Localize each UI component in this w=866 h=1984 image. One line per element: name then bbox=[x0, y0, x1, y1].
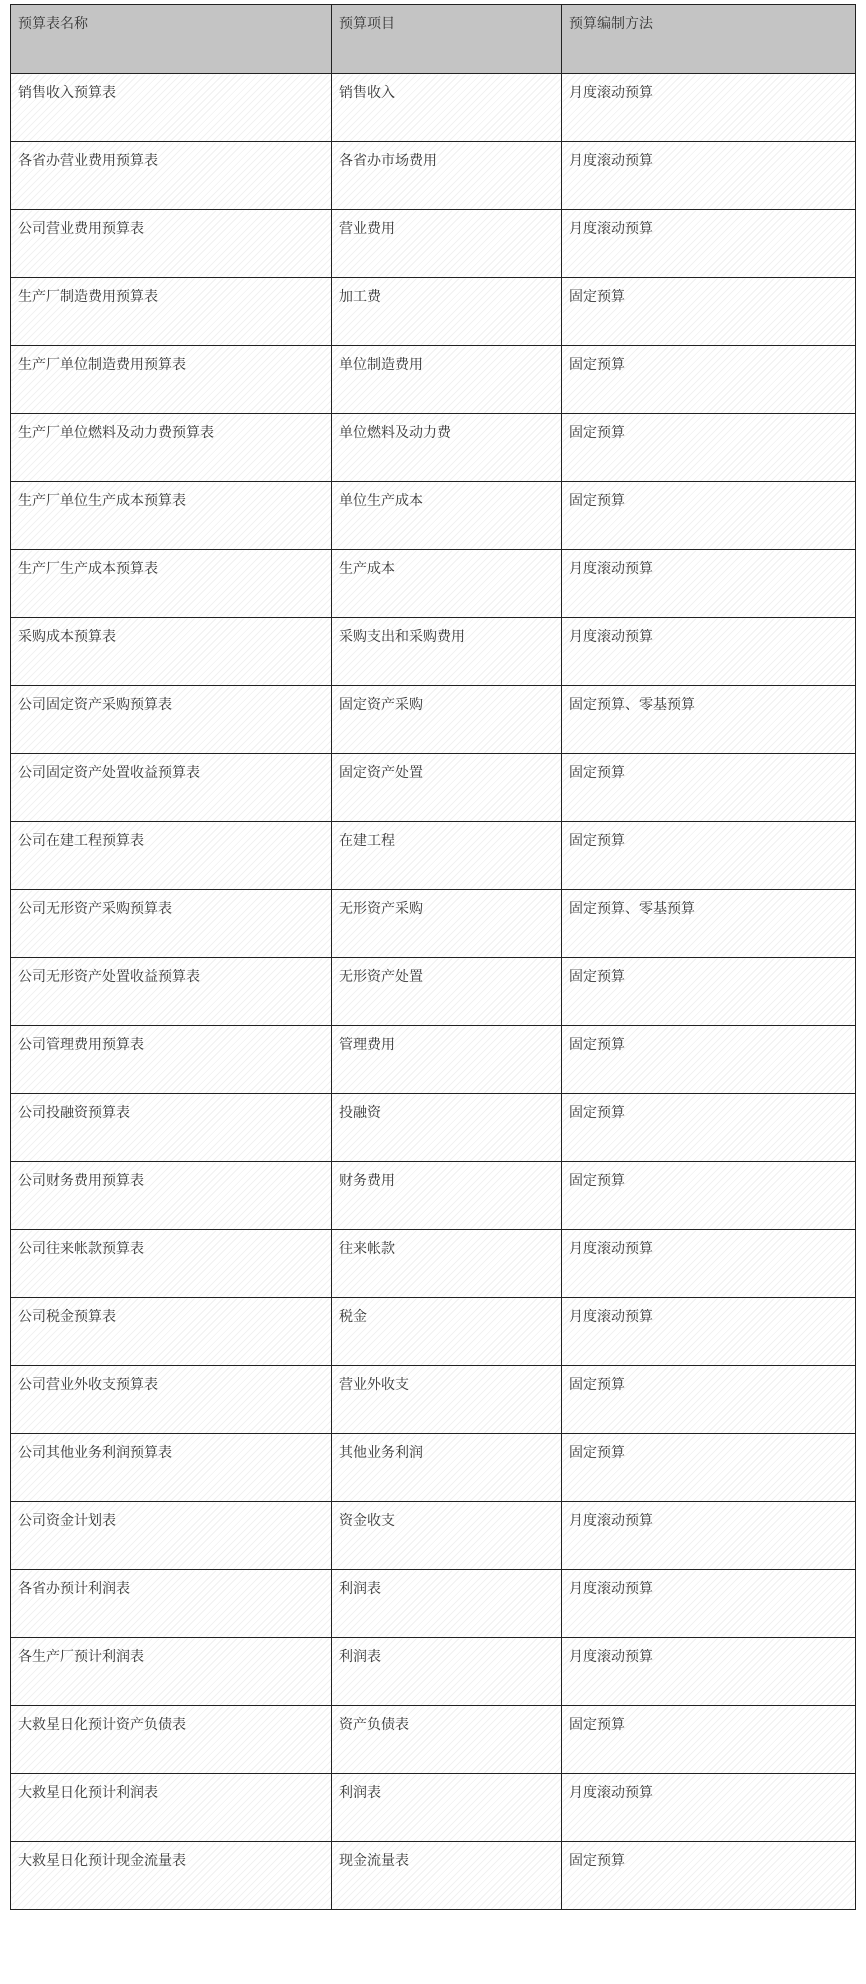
table-row bbox=[11, 1570, 856, 1638]
cell-budget-table-name: 公司营业费用预算表 bbox=[11, 210, 332, 278]
cell-budget-table-name: 公司税金预算表 bbox=[11, 1298, 332, 1366]
cell-budget-item: 单位制造费用 bbox=[332, 346, 562, 414]
cell-budget-method: 固定预算 bbox=[562, 1026, 856, 1094]
cell-budget-item: 营业费用 bbox=[332, 210, 562, 278]
cell-budget-table-name: 公司往来帐款预算表 bbox=[11, 1230, 332, 1298]
cell-budget-table-name: 采购成本预算表 bbox=[11, 618, 332, 686]
table-header bbox=[11, 5, 856, 74]
cell-budget-table-name: 生产厂制造费用预算表 bbox=[11, 278, 332, 346]
cell-budget-item: 投融资 bbox=[332, 1094, 562, 1162]
table-row bbox=[11, 1162, 856, 1230]
cell-budget-method: 固定预算 bbox=[562, 1094, 856, 1162]
table-row bbox=[11, 1502, 856, 1570]
table-row bbox=[11, 1298, 856, 1366]
table-row bbox=[11, 1434, 856, 1502]
cell-budget-method: 固定预算 bbox=[562, 278, 856, 346]
cell-budget-item: 利润表 bbox=[332, 1570, 562, 1638]
cell-budget-method: 月度滚动预算 bbox=[562, 74, 856, 142]
table-body bbox=[11, 74, 856, 1910]
table-row bbox=[11, 210, 856, 278]
cell-budget-method: 固定预算 bbox=[562, 822, 856, 890]
table-row bbox=[11, 550, 856, 618]
cell-budget-table-name: 各省办营业费用预算表 bbox=[11, 142, 332, 210]
cell-budget-method: 固定预算 bbox=[562, 482, 856, 550]
cell-budget-item: 各省办市场费用 bbox=[332, 142, 562, 210]
cell-budget-item: 固定资产处置 bbox=[332, 754, 562, 822]
cell-budget-item: 财务费用 bbox=[332, 1162, 562, 1230]
cell-budget-method: 月度滚动预算 bbox=[562, 1502, 856, 1570]
table-row bbox=[11, 278, 856, 346]
cell-budget-method: 固定预算 bbox=[562, 1842, 856, 1910]
cell-budget-method: 月度滚动预算 bbox=[562, 1230, 856, 1298]
cell-budget-table-name: 生产厂单位燃料及动力费预算表 bbox=[11, 414, 332, 482]
cell-budget-item: 往来帐款 bbox=[332, 1230, 562, 1298]
table-row bbox=[11, 618, 856, 686]
table-row bbox=[11, 74, 856, 142]
header-budget-table-name: 预算表名称 bbox=[11, 5, 332, 74]
cell-budget-item: 利润表 bbox=[332, 1638, 562, 1706]
cell-budget-item: 单位燃料及动力费 bbox=[332, 414, 562, 482]
table-row bbox=[11, 1774, 856, 1842]
table-row bbox=[11, 346, 856, 414]
cell-budget-method: 月度滚动预算 bbox=[562, 1638, 856, 1706]
cell-budget-item: 销售收入 bbox=[332, 74, 562, 142]
table-row bbox=[11, 1638, 856, 1706]
cell-budget-item: 在建工程 bbox=[332, 822, 562, 890]
cell-budget-table-name: 公司固定资产处置收益预算表 bbox=[11, 754, 332, 822]
cell-budget-method: 固定预算 bbox=[562, 1706, 856, 1774]
cell-budget-item: 采购支出和采购费用 bbox=[332, 618, 562, 686]
cell-budget-table-name: 公司投融资预算表 bbox=[11, 1094, 332, 1162]
cell-budget-item: 资产负债表 bbox=[332, 1706, 562, 1774]
cell-budget-table-name: 公司财务费用预算表 bbox=[11, 1162, 332, 1230]
table-row bbox=[11, 142, 856, 210]
cell-budget-method: 固定预算、零基预算 bbox=[562, 890, 856, 958]
table-row bbox=[11, 686, 856, 754]
cell-budget-item: 现金流量表 bbox=[332, 1842, 562, 1910]
cell-budget-item: 无形资产处置 bbox=[332, 958, 562, 1026]
table-row bbox=[11, 1706, 856, 1774]
cell-budget-table-name: 各生产厂预计利润表 bbox=[11, 1638, 332, 1706]
cell-budget-table-name: 生产厂单位生产成本预算表 bbox=[11, 482, 332, 550]
cell-budget-table-name: 公司管理费用预算表 bbox=[11, 1026, 332, 1094]
cell-budget-table-name: 公司其他业务利润预算表 bbox=[11, 1434, 332, 1502]
cell-budget-table-name: 公司在建工程预算表 bbox=[11, 822, 332, 890]
cell-budget-item: 利润表 bbox=[332, 1774, 562, 1842]
cell-budget-item: 加工费 bbox=[332, 278, 562, 346]
cell-budget-table-name: 各省办预计利润表 bbox=[11, 1570, 332, 1638]
cell-budget-table-name: 大救星日化预计利润表 bbox=[11, 1774, 332, 1842]
table-row bbox=[11, 1366, 856, 1434]
header-budget-method: 预算编制方法 bbox=[562, 5, 856, 74]
cell-budget-method: 月度滚动预算 bbox=[562, 142, 856, 210]
cell-budget-table-name: 公司无形资产采购预算表 bbox=[11, 890, 332, 958]
cell-budget-method: 月度滚动预算 bbox=[562, 550, 856, 618]
cell-budget-method: 固定预算 bbox=[562, 1162, 856, 1230]
cell-budget-method: 固定预算、零基预算 bbox=[562, 686, 856, 754]
cell-budget-method: 固定预算 bbox=[562, 414, 856, 482]
cell-budget-method: 月度滚动预算 bbox=[562, 210, 856, 278]
table-row bbox=[11, 1094, 856, 1162]
cell-budget-method: 固定预算 bbox=[562, 346, 856, 414]
cell-budget-method: 固定预算 bbox=[562, 1366, 856, 1434]
cell-budget-table-name: 公司无形资产处置收益预算表 bbox=[11, 958, 332, 1026]
cell-budget-method: 月度滚动预算 bbox=[562, 1570, 856, 1638]
cell-budget-table-name: 生产厂生产成本预算表 bbox=[11, 550, 332, 618]
cell-budget-method: 固定预算 bbox=[562, 958, 856, 1026]
table-row bbox=[11, 414, 856, 482]
cell-budget-item: 单位生产成本 bbox=[332, 482, 562, 550]
cell-budget-method: 月度滚动预算 bbox=[562, 1298, 856, 1366]
cell-budget-table-name: 大救星日化预计现金流量表 bbox=[11, 1842, 332, 1910]
cell-budget-method: 月度滚动预算 bbox=[562, 618, 856, 686]
cell-budget-table-name: 公司营业外收支预算表 bbox=[11, 1366, 332, 1434]
header-row bbox=[11, 5, 856, 74]
cell-budget-table-name: 生产厂单位制造费用预算表 bbox=[11, 346, 332, 414]
budget-table bbox=[10, 4, 856, 1910]
cell-budget-table-name: 公司固定资产采购预算表 bbox=[11, 686, 332, 754]
cell-budget-method: 月度滚动预算 bbox=[562, 1774, 856, 1842]
cell-budget-table-name: 销售收入预算表 bbox=[11, 74, 332, 142]
table-row bbox=[11, 958, 856, 1026]
cell-budget-item: 税金 bbox=[332, 1298, 562, 1366]
table-row bbox=[11, 890, 856, 958]
table-row bbox=[11, 1230, 856, 1298]
cell-budget-item: 无形资产采购 bbox=[332, 890, 562, 958]
table-row bbox=[11, 482, 856, 550]
cell-budget-method: 固定预算 bbox=[562, 1434, 856, 1502]
header-budget-item: 预算项目 bbox=[332, 5, 562, 74]
cell-budget-item: 资金收支 bbox=[332, 1502, 562, 1570]
table-row bbox=[11, 754, 856, 822]
cell-budget-item: 生产成本 bbox=[332, 550, 562, 618]
cell-budget-item: 营业外收支 bbox=[332, 1366, 562, 1434]
cell-budget-item: 固定资产采购 bbox=[332, 686, 562, 754]
table-row bbox=[11, 1842, 856, 1910]
cell-budget-item: 其他业务利润 bbox=[332, 1434, 562, 1502]
table-row bbox=[11, 1026, 856, 1094]
cell-budget-method: 固定预算 bbox=[562, 754, 856, 822]
cell-budget-table-name: 大救星日化预计资产负债表 bbox=[11, 1706, 332, 1774]
cell-budget-table-name: 公司资金计划表 bbox=[11, 1502, 332, 1570]
cell-budget-item: 管理费用 bbox=[332, 1026, 562, 1094]
table-row bbox=[11, 822, 856, 890]
